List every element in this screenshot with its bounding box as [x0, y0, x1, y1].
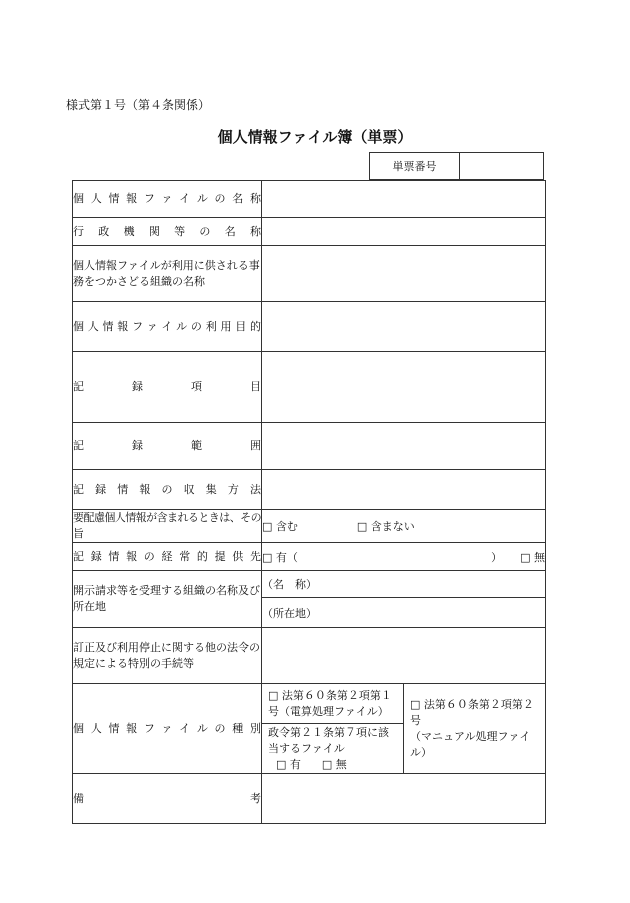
row-office-name [73, 246, 546, 302]
row-items [73, 352, 546, 423]
row-agency-name [73, 218, 546, 246]
name-label: （名 称） [262, 578, 317, 591]
sheet-number-box [369, 152, 544, 180]
checkbox-provision-no[interactable]: □ 無 [520, 550, 545, 564]
ordinance-text: 政令第２１条第７項に該当するファイル [268, 725, 389, 755]
row-sensitive [73, 510, 546, 543]
field-items[interactable] [262, 352, 546, 423]
label-items: 記録項目 [73, 380, 261, 393]
field-collection[interactable] [262, 470, 546, 510]
field-remarks[interactable] [262, 774, 546, 824]
checkbox-provision-yes[interactable]: □ 有（ [262, 550, 298, 564]
checkbox-contains[interactable]: □ 含む [262, 520, 298, 533]
row-remarks [73, 774, 546, 824]
sheet-number-label: 単票番号 [370, 153, 460, 179]
label-procedures: 訂正及び利用停止に関する他の法令の規定による特別の手続等 [73, 640, 260, 670]
row-scope [73, 423, 546, 470]
label-scope: 記録範囲 [73, 439, 261, 452]
field-disclosure-name[interactable] [262, 571, 546, 598]
row-provision [73, 543, 546, 571]
field-agency-name[interactable] [262, 218, 546, 246]
address-label: （所在地） [262, 606, 317, 620]
field-purpose[interactable] [262, 302, 546, 352]
sheet-number-field[interactable] [460, 153, 543, 179]
field-file-name[interactable] [262, 181, 546, 218]
label-collection: 記録情報の収集方法 [73, 482, 261, 496]
field-procedures[interactable] [262, 628, 546, 684]
row-file-type [73, 684, 546, 724]
row-disclosure-name [73, 571, 546, 598]
label-remarks: 備考 [73, 791, 261, 805]
label-sensitive: 要配慮個人情報が含まれるときは、その旨 [73, 511, 261, 540]
row-collection [73, 470, 546, 510]
label-office-name: 個人情報ファイルが利用に供される事務をつかさどる組織の名称 [73, 258, 260, 288]
checkbox-ordinance-no[interactable]: □ 無 [321, 757, 347, 771]
field-office-name[interactable] [262, 246, 546, 302]
field-scope[interactable] [262, 423, 546, 470]
provision-close-paren: ） [491, 550, 503, 564]
checkbox-type-manual[interactable]: □ 法第６０条第２項第２号 [410, 697, 534, 727]
label-file-type: 個人情報ファイルの種別 [73, 721, 261, 735]
label-agency-name: 行政機関等の名称 [73, 224, 261, 238]
register-table [72, 180, 546, 824]
checkbox-type-electronic[interactable]: □ 法第６０条第２項第１号（電算処理ファイル） [268, 688, 392, 718]
row-file-name [73, 181, 546, 218]
field-provision-recipient[interactable] [298, 549, 491, 565]
row-procedures [73, 628, 546, 684]
checkbox-ordinance-yes[interactable]: □ 有 [276, 757, 301, 771]
label-file-name: 個人情報ファイルの名称 [73, 192, 261, 205]
form-number-label: 様式第１号（第４条関係） [66, 98, 211, 112]
row-purpose [73, 302, 546, 352]
field-disclosure-address[interactable] [262, 598, 546, 628]
label-provision: 記録情報の経常的提供先 [73, 549, 261, 563]
label-purpose: 個人情報ファイルの利用目的 [73, 319, 261, 333]
page-title: 個人情報ファイル簿（単票） [217, 128, 413, 146]
checkbox-not-contains[interactable]: □ 含まない [356, 520, 415, 533]
label-disclosure: 開示請求等を受理する組織の名称及び所在地 [73, 584, 260, 613]
type-manual-sub: （マニュアル処理ファイル） [410, 729, 531, 759]
